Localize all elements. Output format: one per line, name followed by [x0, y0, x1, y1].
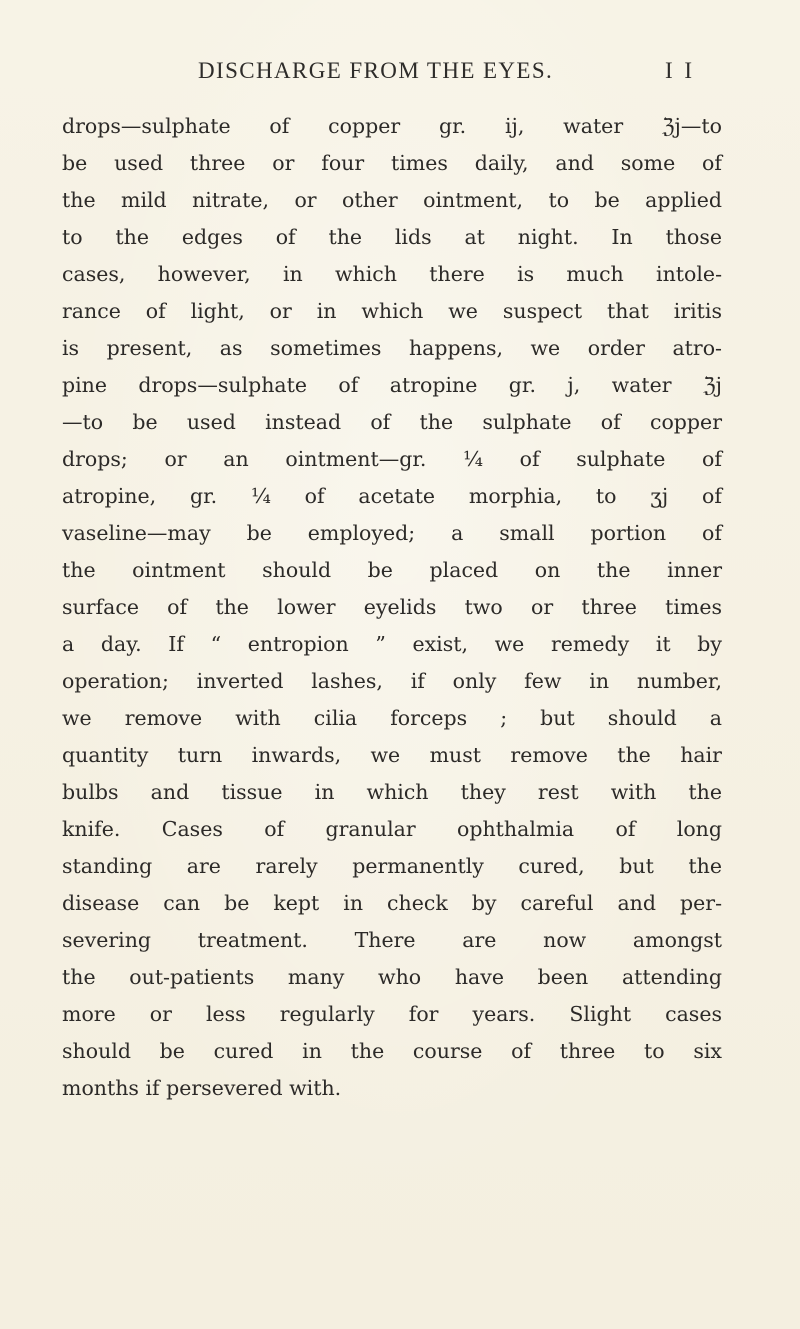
text-line: severing treatment. There are now amongst	[62, 928, 722, 952]
text-line: to the edges of the lids at night. In those	[62, 225, 722, 249]
text-line: pine drops—sulphate of atropine gr. j, water ℨj	[62, 373, 722, 397]
text-line: the ointment should be placed on the inner	[62, 558, 722, 582]
text-line: quantity turn inwards, we must remove the hair	[62, 743, 722, 767]
text-line: surface of the lower eyelids two or three times	[62, 595, 722, 619]
text-line: cases, however, in which there is much intole-	[62, 262, 722, 286]
text-line: vaseline—may be employed; a small portion of	[62, 521, 722, 545]
body-text	[62, 108, 722, 1107]
page-number: I I	[665, 58, 696, 83]
text-line: drops—sulphate of copper gr. ij, water ℨj—to	[62, 114, 722, 138]
text-line: the mild nitrate, or other ointment, to be applied	[62, 188, 722, 212]
text-line-last: months if persevered with.	[62, 1076, 342, 1100]
text-line: rance of light, or in which we suspect that iritis	[62, 299, 722, 323]
text-line: a day. If “ entropion ” exist, we remedy it by	[62, 632, 722, 656]
text-line: standing are rarely permanently cured, but the	[62, 854, 722, 878]
text-line: bulbs and tissue in which they rest with the	[62, 780, 722, 804]
running-head	[0, 58, 800, 98]
text-line: the out-patients many who have been attending	[62, 965, 722, 989]
text-line: is present, as sometimes happens, we order atro-	[62, 336, 722, 360]
text-line: drops; or an ointment—gr. ¼ of sulphate of	[62, 447, 722, 471]
running-title: DISCHARGE FROM THE EYES.	[198, 58, 554, 83]
text-line: —to be used instead of the sulphate of copper	[62, 410, 722, 434]
text-line: disease can be kept in check by careful and per-	[62, 891, 722, 915]
text-line: more or less regularly for years. Slight cases	[62, 1002, 722, 1026]
text-line: be used three or four times daily, and some of	[62, 151, 722, 175]
text-line: atropine, gr. ¼ of acetate morphia, to ʒj of	[62, 484, 722, 508]
text-line: operation; inverted lashes, if only few in number,	[62, 669, 722, 693]
text-line: knife. Cases of granular ophthalmia of long	[62, 817, 722, 841]
text-line: should be cured in the course of three to six	[62, 1039, 722, 1063]
text-line: we remove with cilia forceps ; but should a	[62, 706, 722, 730]
